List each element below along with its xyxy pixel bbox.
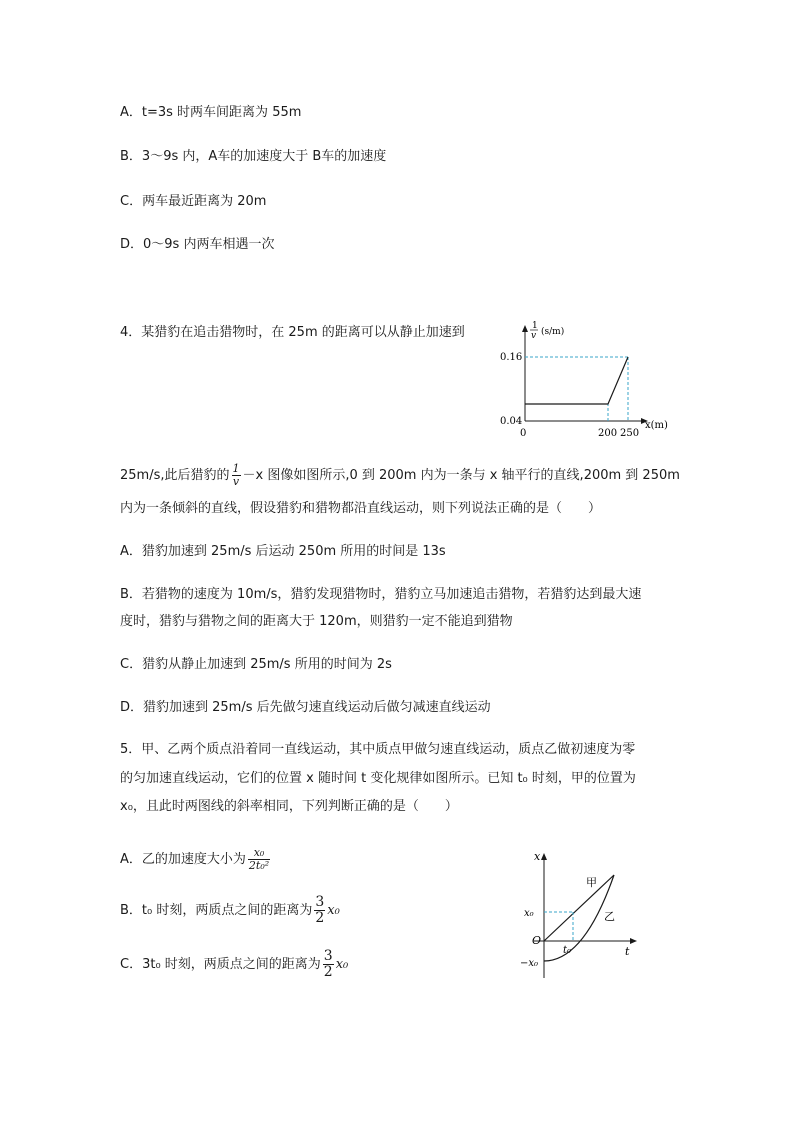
q5-option-c-pre: C．3t₀ 时刻，两质点之间的距离为 [120,957,321,972]
q5-origin: O [532,934,542,947]
q5-t0-label: t₀ [563,945,572,956]
q5-option-b-den: 2 [315,910,325,926]
q5-option-b-post: x₀ [327,903,340,918]
q4-stem-line3: 内为一条倾斜的直线，假设猎豹和猎物都沿直线运动，则下列说法正确的是（ ） [120,501,602,516]
q5-option-c-frac [323,949,334,980]
q4-option-d: D．猎豹加速到 25m/s 后先做匀速直线运动后做匀减速直线运动 [120,700,491,715]
q5-stem-line3: x₀，且此时两图线的斜率相同，下列判断正确的是（ ） [120,799,458,814]
q5-xaxis-label: t [625,945,630,958]
q5-option-a [120,845,272,875]
q3-option-b: B．3～9s 内，A车的加速度大于 B车的加速度 [120,149,387,164]
q5-line-jia [544,875,614,941]
q5-graph [520,850,650,985]
q5-jia-label: 甲 [586,876,597,889]
q4-stem-line1: 4．某猎豹在追击猎物时，在 25m 的距离可以从静止加速到 [120,325,465,340]
q4-ytick-004: 0.04 [500,416,523,427]
q3-option-c: C．两车最近距离为 20m [120,194,267,209]
q5-y-arrow [541,853,547,860]
q5-option-b [120,895,340,927]
q5-stem-line2: 的匀加速直线运动，它们的位置 x 随时间 t 变化规律如图所示。已知 t₀ 时刻，甲的位置为 [120,771,636,786]
q4-option-b-line1: B．若猎物的速度为 10m/s，猎豹发现猎物时，猎豹立马加速追击猎物，若猎豹达到最大速 [120,587,642,602]
q5-neg-x0-label: −x₀ [520,958,539,969]
q5-option-c-post: x₀ [335,957,349,972]
q5-option-c-den: 2 [323,964,333,980]
q4-option-b-line2: 度时，猎豹与猎物之间的距离大于 120m，则猎豹一定不能追到猎物 [120,614,513,629]
q4-option-c: C．猎豹从静止加速到 25m/s 所用的时间为 2s [120,657,392,672]
q4-xtick-250: 250 [620,428,640,439]
q3-option-a: A．t=3s 时两车间距离为 55m [120,105,302,120]
q4-ylabel-num: 1 [532,321,538,331]
q4-xtick-200: 200 [598,428,618,439]
q4-graph-line [525,357,628,404]
q3-option-d: D．0～9s 内两车相遇一次 [120,237,275,252]
q4-xlabel: x(m) [645,420,668,431]
q5-option-a-pre: A．乙的加速度大小为 [120,852,246,867]
q4-stem-line2-post: －x 图像如图所示,0 到 200m 内为一条与 x 轴平行的直线,200m 到 250m [242,468,680,483]
q4-origin: 0 [520,428,527,439]
q5-option-c-num: 3 [323,948,333,964]
q4-ylabel-unit: (s/m) [541,327,565,337]
q4-stem-line2 [120,463,680,488]
q4-stem-frac [232,463,241,488]
q5-t-arrow [630,938,637,944]
q5-option-a-frac [248,847,270,872]
q4-option-a: A．猎豹加速到 25m/s 后运动 250m 所用的时间是 13s [120,544,446,559]
q5-option-a-den: 2t₀² [248,859,270,872]
q4-graph [495,316,675,451]
q5-option-b-num: 3 [315,894,325,910]
q4-ylabel-den: v [531,331,537,341]
q5-option-a-num: x₀ [253,846,265,859]
q5-option-b-frac [314,895,325,926]
q5-yaxis-label: x [534,850,541,863]
q4-ytick-016: 0.16 [500,352,523,363]
q5-x0-label: x₀ [524,908,534,919]
q5-option-c [120,949,348,981]
q4-stem-line2-pre: 25m/s,此后猎豹的 [120,468,230,483]
q4-y-arrow [522,325,528,332]
q5-yi-label: 乙 [604,910,615,923]
q4-stem-frac-num: 1 [232,462,240,475]
q5-stem-line1: 5．甲、乙两个质点沿着同一直线运动，其中质点甲做匀速直线运动，质点乙做初速度为零 [120,742,636,757]
q4-stem-frac-den: v [232,475,240,488]
q5-option-b-pre: B．t₀ 时刻，两质点之间的距离为 [120,903,313,918]
